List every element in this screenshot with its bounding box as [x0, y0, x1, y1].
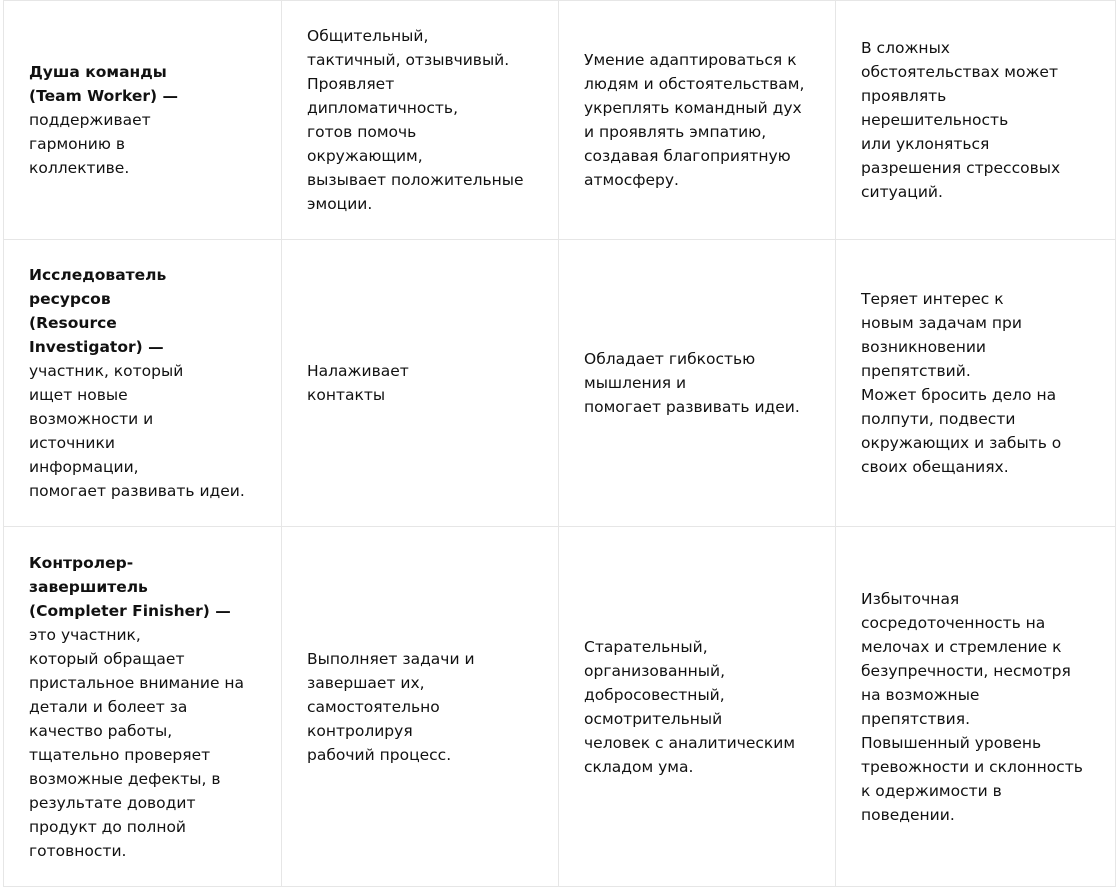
role-desc-line: пристальное внимание на: [29, 673, 245, 692]
strength-line: Старательный,: [584, 637, 708, 656]
weakness-cell: [836, 527, 1116, 887]
contribution-line: Общительный,: [307, 27, 429, 45]
weakness-line: к одержимости в: [861, 781, 1002, 800]
weakness-line: проявлять: [861, 87, 947, 105]
strength-line: людям и обстоятельствам,: [584, 75, 805, 93]
role-title-line: завершитель: [29, 577, 148, 596]
role-desc-line: источники: [29, 434, 115, 452]
role-cell: [4, 240, 282, 527]
weakness-line: тревожности и склонность: [861, 757, 1083, 776]
weakness-line: нерешительность: [861, 111, 1009, 129]
role-desc-line: готовности.: [29, 841, 127, 860]
weakness-line: разрешения стрессовых: [861, 159, 1061, 177]
strength-line: и проявлять эмпатию,: [584, 123, 767, 141]
weakness-line: безупречности, несмотря: [861, 661, 1071, 680]
weakness-line: препятствия.: [861, 709, 971, 728]
role-desc-line: продукт до полной: [29, 817, 187, 836]
role-title-line: Investigator) —: [29, 338, 164, 356]
contribution-line: контролируя: [307, 721, 413, 740]
strength-line: помогает развивать идеи.: [584, 398, 800, 416]
role-title-line: Контролер-: [29, 553, 134, 572]
weakness-line: своих обещаниях.: [861, 458, 1009, 476]
weakness-line: поведении.: [861, 805, 955, 824]
strength-line: осмотрительный: [584, 709, 723, 728]
role-desc-line: это участник,: [29, 625, 141, 644]
weakness-cell: [836, 240, 1116, 527]
weakness-line: на возможные: [861, 685, 980, 704]
role-desc-line: детали и болеет за: [29, 697, 188, 716]
role-desc-line: возможности и: [29, 410, 154, 428]
weakness-line: или уклоняться: [861, 135, 990, 153]
strength-line: мышления и: [584, 374, 687, 392]
weakness-cell: [836, 1, 1116, 240]
strength-cell: [559, 240, 836, 527]
strength-line: человек с аналитическим: [584, 733, 796, 752]
contribution-line: окружающим,: [307, 147, 423, 165]
table-row: [4, 240, 1116, 527]
strength-line: организованный,: [584, 661, 726, 680]
contribution-line: завершает их,: [307, 673, 425, 692]
role-title-line: Душа команды: [29, 63, 167, 81]
role-cell: [4, 527, 282, 887]
strength-line: атмосферу.: [584, 171, 679, 189]
role-title-line: (Resource: [29, 314, 117, 332]
role-desc-line: тщательно проверяет: [29, 745, 211, 764]
weakness-line: возникновении: [861, 338, 986, 356]
role-title-line: ресурсов: [29, 290, 111, 308]
strength-cell: [559, 1, 836, 240]
role-desc-line: помогает развивать идеи.: [29, 482, 245, 500]
weakness-line: обстоятельствах может: [861, 63, 1058, 81]
strength-line: Обладает гибкостью: [584, 350, 756, 368]
role-title-line: Исследователь: [29, 266, 167, 284]
table-row: [4, 527, 1116, 887]
weakness-line: Теряет интерес к: [861, 290, 1004, 308]
strength-line: Умение адаптироваться к: [584, 51, 797, 69]
contribution-cell: [282, 240, 559, 527]
weakness-line: сосредоточенность на: [861, 613, 1046, 632]
contribution-line: эмоции.: [307, 195, 373, 213]
weakness-line: новым задачам при: [861, 314, 1022, 332]
strength-line: складом ума.: [584, 757, 694, 776]
weakness-line: полпути, подвести: [861, 410, 1016, 428]
role-title-line: (Team Worker) —: [29, 87, 178, 105]
role-desc-line: коллективе.: [29, 159, 130, 177]
role-desc-line: участник, который: [29, 362, 184, 380]
weakness-line: окружающих и забыть о: [861, 434, 1062, 452]
contribution-line: тактичный, отзывчивый.: [307, 51, 510, 69]
role-desc-line: ищет новые: [29, 386, 128, 404]
role-cell: [4, 1, 282, 240]
role-desc-line: возможные дефекты, в: [29, 769, 221, 788]
strength-line: добросовестный,: [584, 685, 725, 704]
role-desc-line: результате доводит: [29, 793, 196, 812]
role-desc-line: качество работы,: [29, 721, 173, 740]
contribution-line: дипломатичность,: [307, 99, 458, 117]
contribution-cell: [282, 1, 559, 240]
table-row: [4, 1, 1116, 240]
weakness-line: Может бросить дело на: [861, 386, 1057, 404]
strength-cell: [559, 527, 836, 887]
contribution-line: контакты: [307, 386, 386, 404]
contribution-line: самостоятельно: [307, 697, 440, 716]
role-desc-line: поддерживает: [29, 111, 151, 129]
weakness-line: В сложных: [861, 39, 950, 57]
weakness-line: препятствий.: [861, 362, 971, 380]
role-desc-line: гармонию в: [29, 135, 125, 153]
strength-line: создавая благоприятную: [584, 147, 791, 165]
strength-line: укреплять командный дух: [584, 99, 802, 117]
team-roles-table: [3, 0, 1116, 887]
contribution-cell: [282, 527, 559, 887]
role-title-line: (Completer Finisher) —: [29, 601, 231, 620]
contribution-line: Проявляет: [307, 75, 395, 93]
weakness-line: ситуаций.: [861, 183, 943, 201]
contribution-line: рабочий процесс.: [307, 745, 452, 764]
contribution-line: Выполняет задачи и: [307, 649, 475, 668]
contribution-line: готов помочь: [307, 123, 417, 141]
role-desc-line: информации,: [29, 458, 139, 476]
weakness-line: Повышенный уровень: [861, 733, 1042, 752]
contribution-line: Налаживает: [307, 362, 409, 380]
weakness-line: Избыточная: [861, 589, 960, 608]
contribution-line: вызывает положительные: [307, 171, 524, 189]
weakness-line: мелочах и стремление к: [861, 637, 1062, 656]
role-desc-line: который обращает: [29, 649, 185, 668]
